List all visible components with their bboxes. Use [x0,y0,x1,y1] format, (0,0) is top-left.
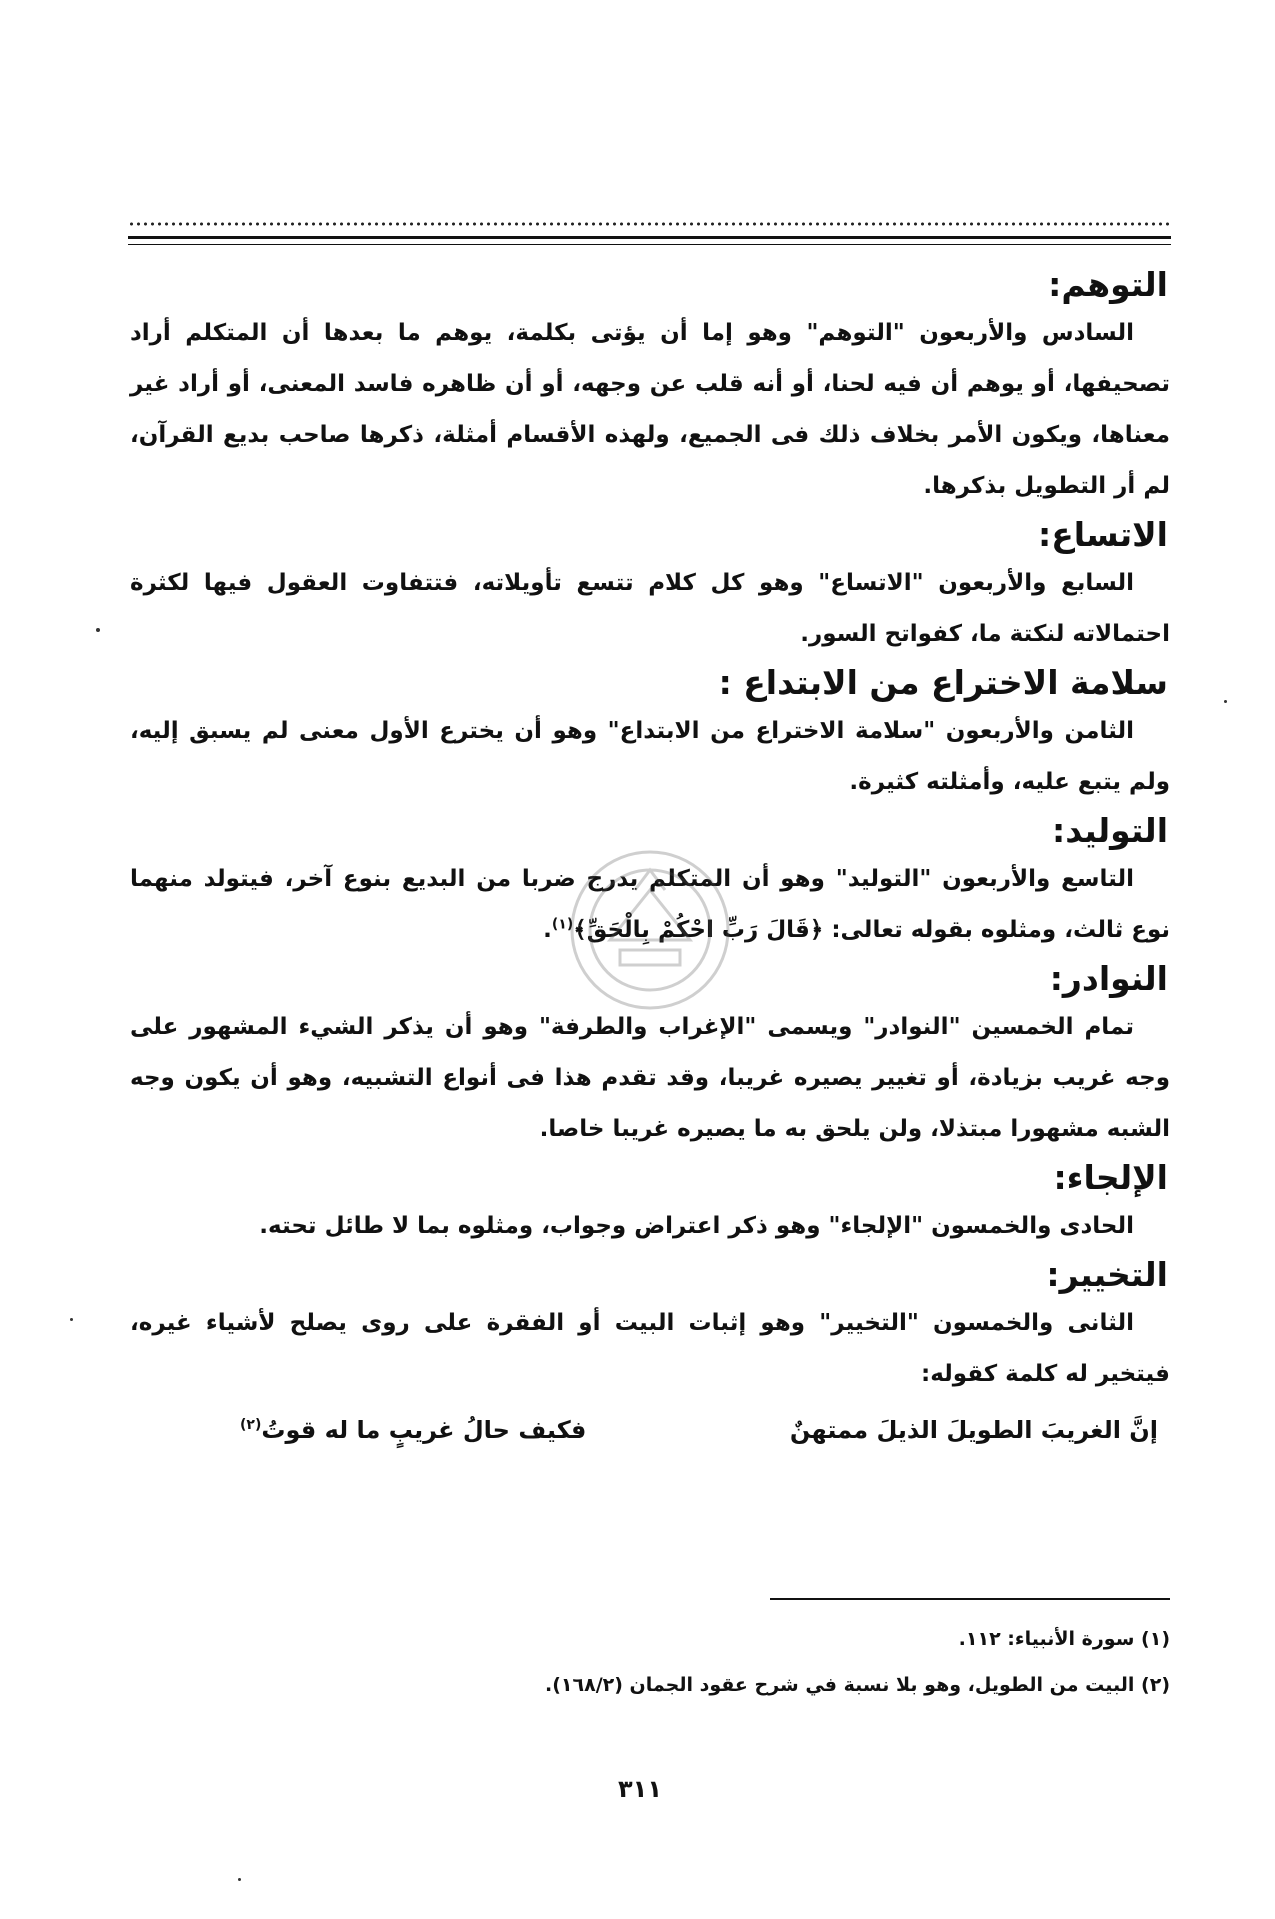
scan-speck [70,1318,73,1321]
section-heading: الاتساع: [1038,515,1168,554]
section-text: السادس والأربعون "التوهم" وهو إما أن يؤتى بكلمة، يوهم ما بعدها أن المتكلم أراد تصحيفها، أو يوهم أن فيه لحنا، أو أنه قلب عن وجهه، أو أن ظاهره فاسد المعنى، أو أراد غير معناها، ويكون الأمر بخلاف ذلك فى الجميع، ولهذه الأقسام أمثلة، ذكرها صاحب بديع القرآن، لم أر التطويل بذكرها. [130,320,1170,499]
footnotes [130,1618,1170,1710]
section-heading: النوادر: [1049,959,1168,998]
section-nawadir [130,956,1170,1155]
header-dotted-line [128,222,1171,226]
section-iljaa [130,1155,1170,1252]
section-takhyir [130,1252,1170,1400]
section-text: الثانى والخمسون "التخيير" وهو إثبات البيت أو الفقرة على روى يصلح لأشياء غيره، فيتخير له كلمة كقوله: [130,1310,1170,1387]
footnote-2: (٢) البيت من الطويل، وهو بلا نسبة في شرح عقود الجمان (١٦٨/٢). [545,1674,1170,1696]
verse-first-hemistich: إنَّ الغريبَ الطويلَ الذيلَ ممتهنٌ [789,1416,1158,1444]
section-salamat-al-ikhtira [130,660,1170,808]
scan-speck [96,628,100,632]
section-heading: الإلجاء: [1053,1158,1168,1197]
section-text: التاسع والأربعون "التوليد" وهو أن المتكلم يدرج ضربا من البديع بنوع آخر، فيتولد منهما نوع ثالث، ومثلوه بقوله تعالى: [130,866,1170,943]
footnote-1: (١) سورة الأنبياء: ١١٢. [958,1628,1170,1650]
section-text-with-ayah [130,854,1170,956]
page-body [130,262,1170,1454]
section-heading: التخيير: [1046,1255,1168,1294]
section-heading: التوليد: [1052,811,1168,850]
sentence-end: . [543,917,552,943]
section-tawlid [130,808,1170,956]
page-number: ٣١١ [618,1775,662,1803]
verse-second-hemistich [240,1406,586,1454]
scan-speck [1224,700,1227,703]
section-ittisa [130,512,1170,660]
footnote-reference: (٢) [240,1417,262,1433]
scan-speck [238,1878,241,1881]
section-text: السابع والأربعون "الاتساع" وهو كل كلام تتسع تأويلاته، فتتفاوت العقول فيها لكثرة احتمالاته لنكتة ما، كفواتح السور. [130,570,1170,647]
section-text: الثامن والأربعون "سلامة الاختراع من الابتداع" وهو أن يخترع الأول معنى لم يسبق إليه، ولم يتبع عليه، وأمثلته كثيرة. [130,718,1170,795]
footnote-reference: (١) [551,916,574,933]
section-tawahhum [130,262,1170,512]
section-text: الحادى والخمسون "الإلجاء" وهو ذكر اعتراض وجواب، ومثلوه بما لا طائل تحته. [259,1213,1134,1239]
section-heading: سلامة الاختراع من الابتداع : [718,663,1168,702]
header-rule-thin [128,244,1171,245]
section-text: تمام الخمسين "النوادر" ويسمى "الإغراب والطرفة" وهو أن يذكر الشيء المشهور على وجه غريب بزيادة، أو تغيير يصيره غريبا، وقد تقدم هذا فى أنواع التشبيه، وهو أن يكون وجه الشبه مشهورا مبتذلا، ولن يلحق به ما يصيره غريبا خاصا. [130,1014,1170,1142]
quran-ayah: ﴿قَالَ رَبِّ احْكُمْ بِالْحَقِّ﴾ [573,917,824,943]
verse-second-hemistich-text: فكيف حالُ غريبٍ ما له قوتُ [261,1416,587,1444]
section-heading: التوهم: [1048,265,1168,304]
header-rule-thick [128,236,1171,239]
poetry-verse [130,1400,1170,1454]
footnote-separator [770,1598,1170,1600]
